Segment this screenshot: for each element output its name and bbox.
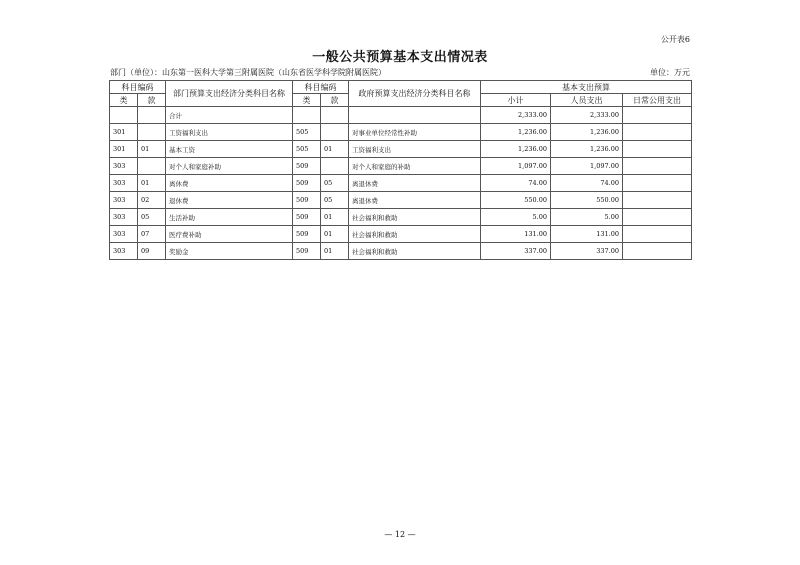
cell-daily (623, 141, 692, 158)
cell-kuan-2: 01 (321, 141, 349, 158)
cell-daily (623, 175, 692, 192)
cell-lei: 303 (110, 192, 138, 209)
cell-subtotal: 1,097.00 (481, 158, 551, 175)
cell-kuan: 01 (138, 175, 166, 192)
table-row (110, 192, 692, 209)
cell-lei: 303 (110, 209, 138, 226)
cell-dept-name: 离休费 (166, 175, 293, 192)
cell-lei: 301 (110, 124, 138, 141)
header-lei-2: 类 (293, 94, 321, 107)
cell-daily (623, 243, 692, 260)
cell-daily (623, 107, 692, 124)
table-row (110, 107, 692, 124)
cell-kuan (138, 158, 166, 175)
cell-personnel: 2,333.00 (551, 107, 623, 124)
budget-table (109, 80, 692, 260)
header-dept-name: 部门预算支出经济分类科目名称 (166, 81, 293, 107)
cell-kuan: 07 (138, 226, 166, 243)
cell-gov-name: 社会福利和救助 (349, 209, 481, 226)
cell-lei-2: 509 (293, 192, 321, 209)
page-number: — 12 — (384, 530, 416, 539)
cell-daily (623, 192, 692, 209)
cell-subtotal: 131.00 (481, 226, 551, 243)
cell-dept-name: 合计 (166, 107, 293, 124)
header-personnel: 人员支出 (551, 94, 623, 107)
cell-lei-2: 505 (293, 124, 321, 141)
cell-personnel: 1,097.00 (551, 158, 623, 175)
cell-kuan: 09 (138, 243, 166, 260)
table-row (110, 175, 692, 192)
cell-dept-name: 奖励金 (166, 243, 293, 260)
cell-dept-name: 工资福利支出 (166, 124, 293, 141)
cell-kuan-2 (321, 107, 349, 124)
cell-subtotal: 550.00 (481, 192, 551, 209)
cell-personnel: 74.00 (551, 175, 623, 192)
table-row (110, 158, 692, 175)
cell-subtotal: 74.00 (481, 175, 551, 192)
cell-subtotal: 1,236.00 (481, 141, 551, 158)
table-row (110, 226, 692, 243)
cell-lei: 303 (110, 175, 138, 192)
cell-gov-name: 对个人和家庭的补助 (349, 158, 481, 175)
page-title: 一般公共预算基本支出情况表 (312, 50, 488, 65)
cell-kuan-2: 05 (321, 192, 349, 209)
cell-kuan: 05 (138, 209, 166, 226)
cell-lei-2: 505 (293, 141, 321, 158)
cell-daily (623, 124, 692, 141)
cell-lei: 303 (110, 226, 138, 243)
cell-dept-name: 生活补助 (166, 209, 293, 226)
cell-kuan-2: 01 (321, 243, 349, 260)
header-kuan: 款 (138, 94, 166, 107)
table-tag: 公开表6 (660, 35, 690, 44)
cell-dept-name: 退休费 (166, 192, 293, 209)
cell-personnel: 131.00 (551, 226, 623, 243)
cell-kuan-2 (321, 158, 349, 175)
cell-lei-2: 509 (293, 226, 321, 243)
cell-kuan (138, 124, 166, 141)
cell-subtotal: 2,333.00 (481, 107, 551, 124)
cell-lei-2: 509 (293, 175, 321, 192)
cell-lei (110, 107, 138, 124)
cell-dept-name: 医疗费补助 (166, 226, 293, 243)
table-body (110, 107, 692, 260)
header-lei: 类 (110, 94, 138, 107)
cell-kuan (138, 107, 166, 124)
cell-kuan: 01 (138, 141, 166, 158)
cell-subtotal: 1,236.00 (481, 124, 551, 141)
cell-subtotal: 5.00 (481, 209, 551, 226)
cell-dept-name: 基本工资 (166, 141, 293, 158)
cell-kuan-2 (321, 124, 349, 141)
cell-lei: 303 (110, 158, 138, 175)
header-basic-budget: 基本支出预算 (481, 81, 692, 94)
cell-lei: 301 (110, 141, 138, 158)
cell-kuan-2: 05 (321, 175, 349, 192)
table-row (110, 124, 692, 141)
cell-personnel: 550.00 (551, 192, 623, 209)
table-header (110, 81, 692, 107)
header-code-1: 科目编码 (110, 81, 166, 94)
cell-personnel: 337.00 (551, 243, 623, 260)
table-row (110, 243, 692, 260)
cell-lei-2: 509 (293, 158, 321, 175)
department-label: 部门（单位）：山东第一医科大学第三附属医院（山东省医学科学院附属医院） (110, 68, 386, 77)
cell-gov-name: 离退休费 (349, 192, 481, 209)
cell-kuan: 02 (138, 192, 166, 209)
cell-daily (623, 209, 692, 226)
cell-lei-2 (293, 107, 321, 124)
cell-personnel: 1,236.00 (551, 124, 623, 141)
cell-gov-name: 离退休费 (349, 175, 481, 192)
cell-kuan-2: 01 (321, 226, 349, 243)
cell-subtotal: 337.00 (481, 243, 551, 260)
cell-gov-name (349, 107, 481, 124)
cell-personnel: 5.00 (551, 209, 623, 226)
header-daily: 日常公用支出 (623, 94, 692, 107)
unit-label: 单位：万元 (650, 68, 690, 77)
cell-personnel: 1,236.00 (551, 141, 623, 158)
cell-dept-name: 对个人和家庭补助 (166, 158, 293, 175)
cell-gov-name: 对事业单位经常性补助 (349, 124, 481, 141)
table-row (110, 209, 692, 226)
cell-kuan-2: 01 (321, 209, 349, 226)
header-subtotal: 小计 (481, 94, 551, 107)
table-row (110, 141, 692, 158)
header-code-2: 科目编码 (293, 81, 349, 94)
header-gov-name: 政府预算支出经济分类科目名称 (349, 81, 481, 107)
cell-daily (623, 226, 692, 243)
cell-daily (623, 158, 692, 175)
cell-gov-name: 社会福利和救助 (349, 243, 481, 260)
cell-gov-name: 社会福利和救助 (349, 226, 481, 243)
cell-gov-name: 工资福利支出 (349, 141, 481, 158)
cell-lei-2: 509 (293, 209, 321, 226)
header-kuan-2: 款 (321, 94, 349, 107)
cell-lei: 303 (110, 243, 138, 260)
cell-lei-2: 509 (293, 243, 321, 260)
